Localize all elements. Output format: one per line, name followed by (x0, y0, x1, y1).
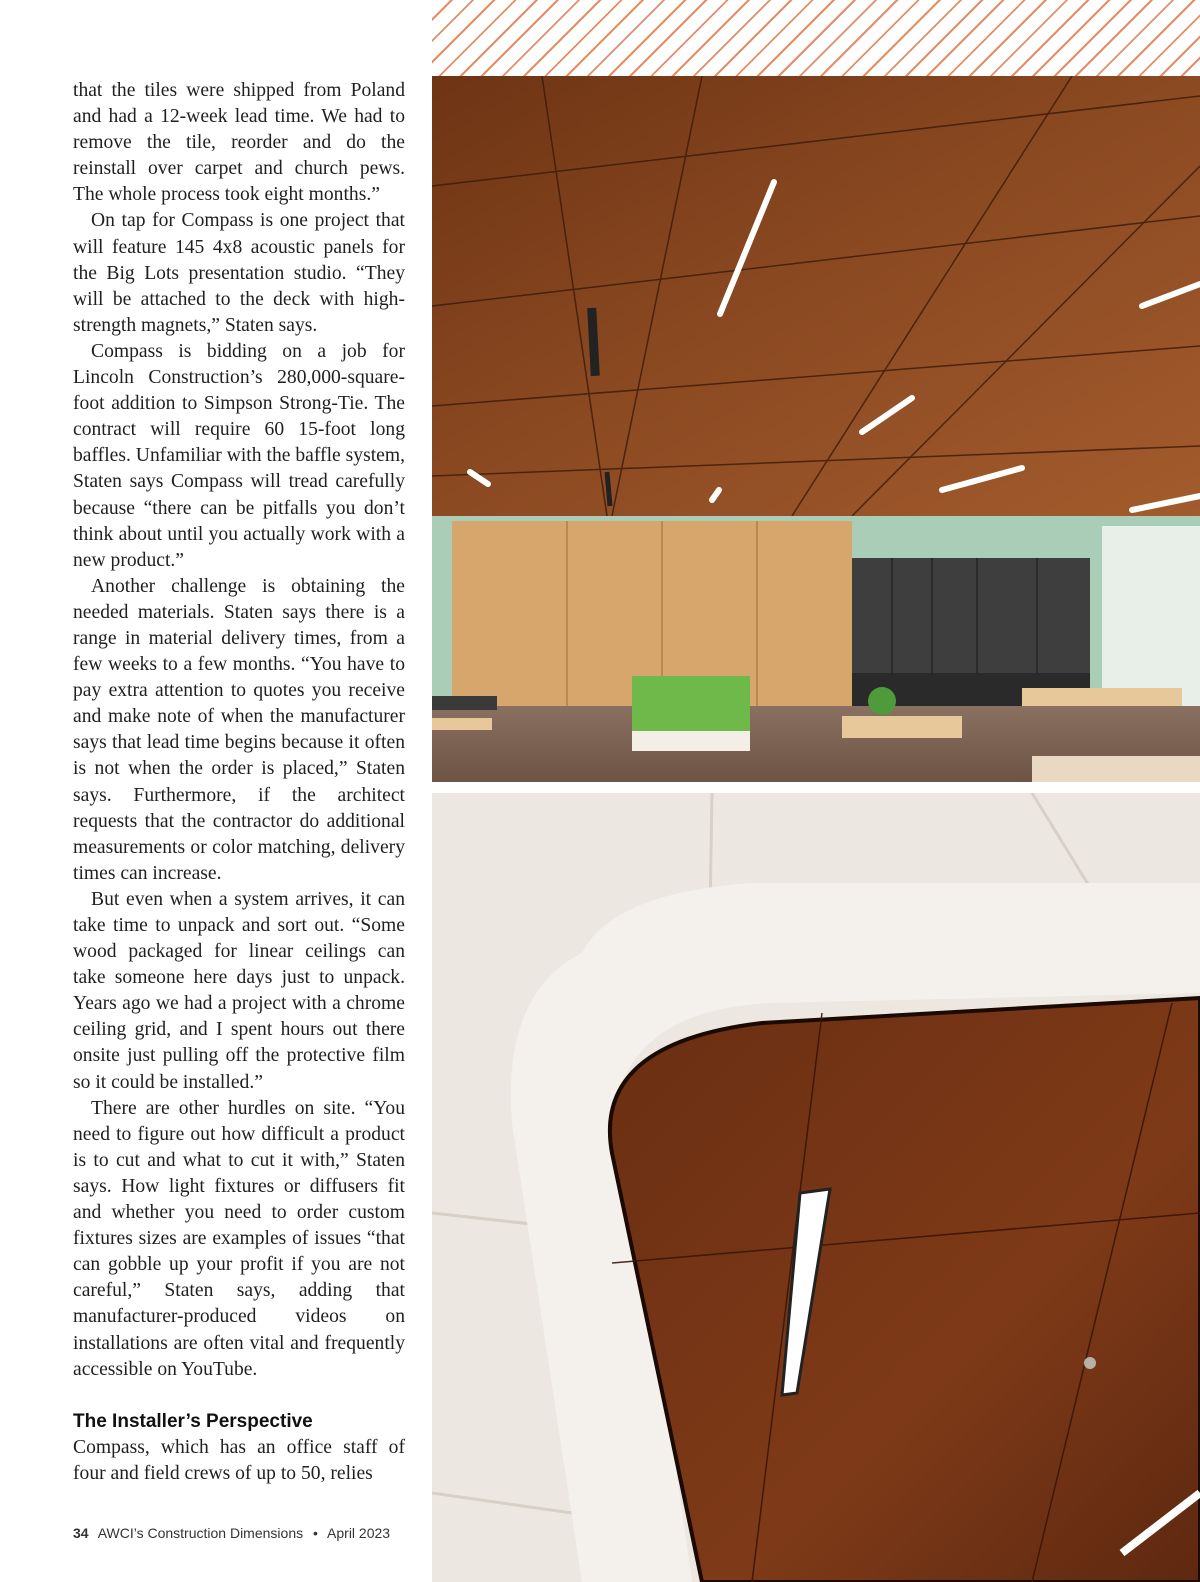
paragraph-6: There are other hurdles on site. “You need to figure out how difficult a product is to cut and what to cut it with,” Staten says. How light fixtures or diffusers fit and whether you need to order custom fixtures sizes are examples of issues “that can gobble up your profit if you are not careful,” Staten says, adding that manufacturer-produced videos on installations are often vital and frequently accessible on YouTube. (73, 1097, 405, 1380)
paragraph-3: Compass is bidding on a job for Lincoln Construction’s 280,000-square-foot addition to Simpson Strong-Tie. The contract will require 60 15-foot long baffles. Unfamiliar with the baffle system, Staten says Compass will tread carefully because “there can be pitfalls you don’t think about until you actually work with a new product.” (73, 340, 405, 571)
page-number: 34 (73, 1525, 89, 1541)
curved-wood-ceiling-photo (432, 793, 1200, 1582)
paragraph-7: Compass, which has an office staff of four and field crews of up to 50, relies (73, 1436, 405, 1484)
paragraph-2: On tap for Compass is one project that will feature 145 4x8 acoustic panels for the Big Lots presentation studio. “They will be attached to the deck with high-strength magnets,” Staten says. (73, 210, 405, 336)
page-footer (73, 1525, 413, 1541)
section-subhead: The Installer’s Perspective (73, 1410, 313, 1432)
issue-date: April 2023 (327, 1525, 391, 1541)
decorative-stripe-band (432, 0, 1200, 80)
paragraph-1: that the tiles were shipped from Poland and had a 12-week lead time. We had to remove the tile, reorder and do the reinstall over carpet and church pews. The whole process took eight months.” (73, 80, 405, 206)
paragraph-5: But even when a system arrives, it can take time to unpack and sort out. “Some wood packaged for linear ceilings can take someone here days just to unpack. Years ago we had a project with a chrome ceiling grid, and I spent hours out there onsite just pulling off the protective film so it could be installed.” (73, 888, 405, 1093)
classroom-wood-ceiling-photo (432, 76, 1200, 782)
article-body (73, 78, 405, 1487)
paragraph-4: Another challenge is obtaining the needed materials. Staten says there is a range in material delivery times, from a few weeks to a few months. “You have to pay extra attention to quotes you receive and make note of when the manufacturer says that lead time begins because it often is not when the order is placed,” Staten says. Furthermore, if the architect requests that the contractor do additional measurements or color matching, delivery times can increase. (73, 575, 405, 884)
publication-name: AWCI’s Construction Dimensions (97, 1525, 304, 1541)
footer-separator: • (313, 1525, 318, 1541)
